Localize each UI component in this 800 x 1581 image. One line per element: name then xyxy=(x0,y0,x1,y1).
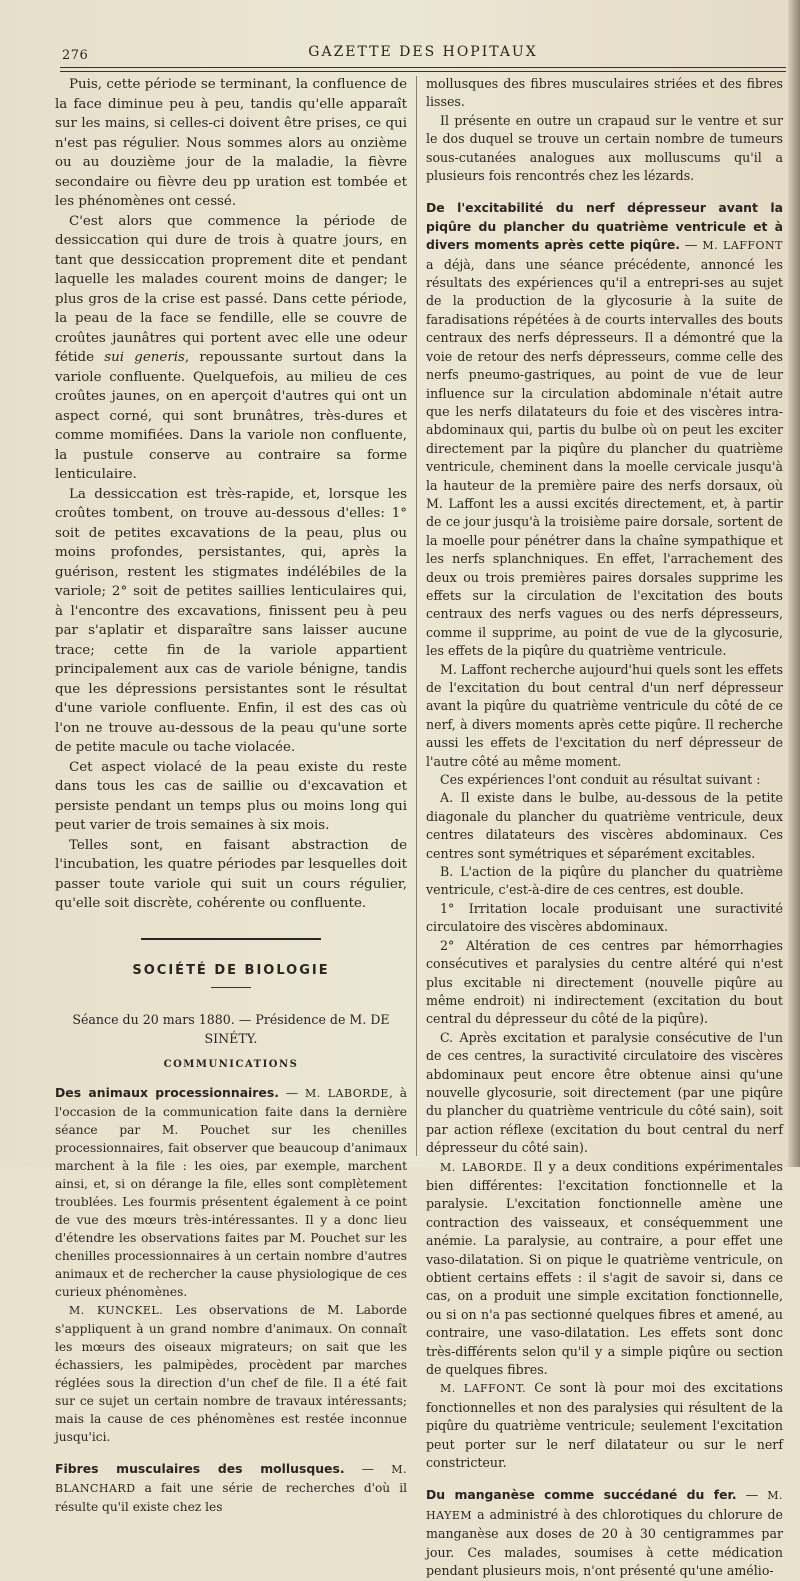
paragraph: Puis, cette période se terminant, la confluence de la face diminue peu à peu, tandis qu'elle apparaît sur les mains, si celles-ci doivent être prises, ce qui n'est pas régulier. Nous sommes alors au onzième ou au douzième jour de la maladie, la fièvre secondaire ou fièvre deu pp uration est tombée et les phénomènes ont cessé. xyxy=(55,77,407,209)
page-number: 276 xyxy=(62,48,89,63)
title-rule xyxy=(211,987,251,988)
page-edge xyxy=(788,0,800,1167)
subsection-heading: COMMUNICATIONS xyxy=(163,1058,299,1070)
header-rule-bottom xyxy=(60,71,786,72)
section-title: SOCIÉTÉ DE BIOLOGIE xyxy=(132,963,330,978)
paragraph: La dessiccation est très-rapide, et, lorsque les croûtes tombent, on trouve au-dessous d'elles: 1° soit de petites excavations de la peau, plus ou moins profondes, persistantes, qui, après la guérison, restent les stigmates indélébiles de la variole; 2° soit de petites saillies lenticulaires qui, à l'encontre des excavations, finissent peu à peu par s'aplatir et disparaître sans laisser aucune trace; cette fin de la variole appartient principalement aux cas de variole bénigne, tandis que les dépressions persistantes sont le résultat d'une variole confluente. Enfin, il est des cas où l'on ne trouve au-dessous de la peau qu'une sorte de petite macule ou tache violacée. xyxy=(55,486,407,755)
paragraph: Telles sont, en faisant abstraction de l'incubation, les quatre périodes par lesquelles doit passer toute variole qui suit un cours régulier, qu'elle soit discrète, cohérente ou confluente. xyxy=(55,837,407,911)
paragraph: B. L'action de la piqûre du plancher du quatrième ventricule, c'est-à-dire de ces centres, est double. xyxy=(426,864,783,898)
left-column xyxy=(55,75,408,1514)
paragraph: 1° Irritation locale produisant une suractivité circulatoire des viscères abdominaux. xyxy=(426,900,783,935)
paragraph: Cet aspect violacé de la peau existe du reste dans tous les cas de saillie ou d'excavation et persiste pendant un temps plus ou moins long qui peut varier de trois semaines à six mois. xyxy=(55,759,407,833)
header-rule-top xyxy=(60,67,786,68)
paragraph: M. LAFFONT. Ce sont là pour moi des excitations fonctionnelles et non des paralysies qui résultent de la piqûre du quatrième ventricule; seulement l'excitation peut porter sur le nerf dilatateur ou sur le nerf constricteur. xyxy=(426,1380,783,1471)
communication-entry: Du manganèse comme succédané du fer. — M. HAYEM a administré à des chlorotiques du chlorure de manganèse aux doses de 20 à 30 centigrammes par jour. Ces malades, soumises à cette médication pendant plusieurs mois, n'ont présenté qu'une amélio- xyxy=(426,1487,783,1579)
page-header xyxy=(60,38,786,66)
communication-entry: De l'excitabilité du nerf dépresseur avant la piqûre du plancher du quatrième ventricule et à divers moments après cette piqûre. — M. LAFFONT a déjà, dans une séance précédente, annoncé les résultats des expériences qu'il a entrepri-ses au sujet de la production de la glycosurie à la suite de faradisations répétées à de courts intervalles des bouts centraux des nerfs dépresseurs. Il a démontré que la voie de retour des nerfs dépresseurs, comme celle des nerfs pneumo-gastriques, au point de vue de leur influence sur la circulation abdominale n'était autre que les nerfs dilatateurs du foie et des viscères intra-abdominaux qui, partis du bulbe où on peut les exciter directement par la piqûre du plancher du quatrième ventricule, cheminent dans la moelle cervicale jusqu'à la hauteur de la première paire des nerfs dorsaux, où M. Laffont les a aussi excités directement, et, à partir de ce jour jusqu'à la troisième paire dorsale, sortent de la moelle pour pénétrer dans la chaîne sympathique et les nerfs splanchniques. En effet, l'arrachement des deux ou trois premières paires dorsales supprime les effets sur la circulation de l'excitation des bouts centraux des nerfs vagues ou des nerfs dépresseurs, comme il supprime, au point de vue de la glycosurie, les effets de la piqûre du quatrième ventricule. xyxy=(426,200,784,659)
communication-entry: M. KUNCKEL. Les observations de M. Laborde s'appliquent à un grand nombre d'animaux. On connaît les mœurs des oiseaux migrateurs; on sait que les échassiers, les palmipèdes, procèdent par marches réglées sous la direction d'un chef de file. Il a été fait sur ce sujet un certain nombre de travaux intéressants; mais la cause de ces phénomènes est restée inconnue jusqu'ici. xyxy=(55,1303,407,1444)
paragraph: M. Laffont recherche aujourd'hui quels sont les effets de l'excitation du bout central d'un nerf dépresseur avant la piqûre du quatrième ventricule du côté de ce nerf, à divers moments après cette piqûre. Il recherche aussi les effets de l'excitation du nerf dépresseur de l'autre côté au même moment. xyxy=(426,661,783,769)
paragraph: C'est alors que commence la période de dessiccation qui dure de trois à quatre jours, en tant que dessiccation proprement dite et pendant laquelle les malades courent moins de danger; le plus gros de la crise est passé. Dans cette période, la peau de la face se fendille, elle se couvre de croûtes jaunâtres qui portent avec elle une odeur fétide sui generis, repoussante surtout dans la variole confluente. Quelquefois, au milieu de ces croûtes jaunes, on en aperçoit d'autres qui ont un aspect corné, qui sont brunâtres, très-dures et comme momifiées. Dans la variole non confluente, la pustule conserve au contraire sa forme lenticulaire. xyxy=(55,213,407,482)
paragraph: C. Après excitation et paralysie consécutive de l'un de ces centres, la suractivité circulatoire des viscères abdominaux peut encore être obtenue ainsi qu'une nouvelle glycosurie, soit directement (par une piqûre du plancher du quatrième ventricule du côté sain), soit par action réflexe (excitation du bout central du nerf dépresseur du côté sain). xyxy=(426,1029,783,1156)
section-ornament xyxy=(55,930,407,950)
paragraph: Il présente en outre un crapaud sur le ventre et sur le dos duquel se trouve un certain nombre de tumeurs sous-cutanées analogues aux molluscums qu'il a plusieurs fois rencontrés chez les lézards. xyxy=(426,112,783,184)
right-column xyxy=(426,75,784,1579)
paragraph: mollusques des fibres musculaires striées et des fibres lisses. xyxy=(426,76,783,110)
session-line: Séance du 20 mars 1880. — Présidence de M. DE SINÉTY. xyxy=(72,1011,390,1046)
communication-entry: Fibres musculaires des mollusques. — M. BLANCHARD a fait une série de recherches d'où il résulte qu'il existe chez les xyxy=(55,1461,408,1514)
paragraph: A. Il existe dans le bulbe, au-dessous de la petite diagonale du plancher du quatrième ventricule, deux centres dilatateurs des viscères abdominaux. Ces centres sont symétriques et séparément excitables. xyxy=(426,790,783,861)
running-title: GAZETTE DES HOPITAUX xyxy=(308,44,538,60)
paragraph: M. LABORDE. Il y a deux conditions expérimentales bien différentes: l'excitation fonctionnelle et la paralysie. L'excitation fonctionnelle amène une contraction des vaisseaux, et conséquemment une anémie. La paralysie, au contraire, a pour effet une vaso-dilatation. Si on pique le quatrième ventricule, on obtient certains effets : il s'agit de savoir si, dans ce cas, on a produit une simple excitation fonctionnelle, ou si on n'a pas sectionné quelques fibres et amené, au contraire, une vaso-dilatation. Les effets sont donc très-différents selon qu'il y a simple piqûre ou section de quelques fibres. xyxy=(426,1158,783,1378)
paragraph: 2° Altération de ces centres par hémorrhagies consécutives et paralysies du centre altéré qui n'est plus excitable ni directement (nouvelle piqûre au même endroit) ni indirectement (excitation du bout central du dépresseur du côté de la piqûre). xyxy=(426,937,783,1027)
column-divider xyxy=(416,76,417,1156)
paragraph: Ces expériences l'ont conduit au résultat suivant : xyxy=(440,772,761,788)
communication-entry: Des animaux processionnaires. — M. LABORDE, à l'occasion de la communication faite dans la dernière séance par M. Pouchet sur les chenilles processionnaires, fait observer que beaucoup d'animaux marchent à la file : les oies, par exemple, marchent ainsi, et, si on dérange la file, elles sont complètement troublées. Les fourmis présentent également à ce point de vue des mœurs très-intéressantes. Il y a donc lieu d'étendre les observations faites par M. Pouchet sur les chenilles processionnaires à un certain nombre d'autres animaux et de rechercher la cause physiologique de ces curieux phénomènes. xyxy=(55,1085,407,1299)
